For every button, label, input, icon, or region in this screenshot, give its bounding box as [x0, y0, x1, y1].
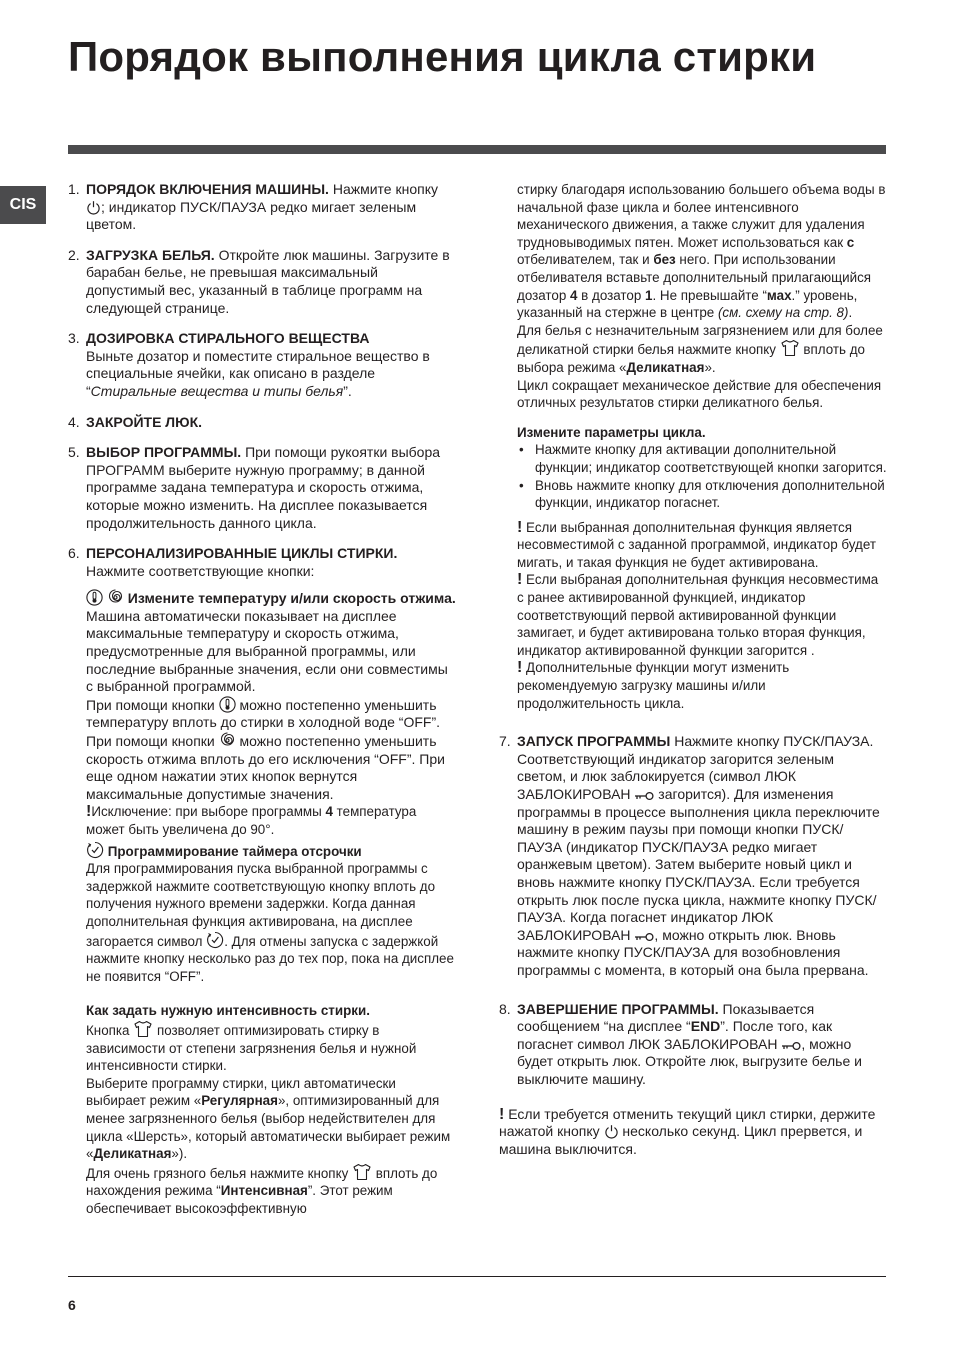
spacer [499, 412, 887, 424]
door-lock-key-icon [634, 790, 654, 802]
step-text: Показывается сообщением “на дисплее “ [517, 1000, 815, 1035]
page-number: 6 [68, 1297, 76, 1313]
paragraph: .” уровень, указанный на стержне в центре [517, 287, 858, 321]
spin-spiral-icon [107, 589, 124, 606]
paragraph: . Для отмены запуска с задержкой нажмите кнопку несколько раз до тех пор, пока на дисплее не появится “OFF”. [86, 933, 454, 984]
paragraph: в дозатор [577, 287, 646, 303]
paragraph: Для белья с незначительным загрязнением или для более деликатной стирки белья нажмите кнопку [517, 322, 883, 358]
warnings-section [499, 519, 887, 713]
warning-text: Дополнительные функции могут изменить рекомендуемую загрузку машины и/или продолжительность цикла. [517, 660, 790, 711]
diagram-reference: (см. схему на стр. 8) [717, 305, 849, 321]
list-text: Нажмите кнопку для активации дополнительной функции; индикатор соответствующей кнопки загорится. [535, 442, 887, 475]
mode-name: Интенсивная [220, 1183, 308, 1199]
paragraph: Выберите программу стирки, цикл автоматически выбирает режим « [86, 1075, 396, 1109]
exception-note: температура может быть увеличена до 90°. [86, 804, 417, 837]
exception-note: Исключение: при выборе программы [91, 804, 326, 820]
step-2 [68, 247, 456, 317]
step-number: 3. [68, 330, 80, 347]
subsection-heading: Измените температуру и/или скорость отжима. [127, 590, 456, 607]
intensity-section [68, 1002, 456, 1217]
list-text: Вновь нажмите кнопку для отключения дополнительной функции, индикатор погаснет. [535, 477, 885, 511]
step-heading: ЗАПУСК ПРОГРАММЫ [517, 733, 671, 750]
mode-name: Регулярная [201, 1093, 278, 1109]
mode-name: Деликатная [626, 359, 705, 375]
step-heading: ДОЗИРОВКА СТИРАЛЬНОГО ВЕЩЕСТВА [86, 330, 370, 347]
power-button-icon [86, 200, 101, 215]
emphasis: 1 [645, 287, 653, 303]
paragraph: вплоть до нахождения режима “ [86, 1165, 438, 1199]
spin-spiral-icon [219, 732, 236, 749]
cycle-params-section [499, 424, 887, 512]
step-heading: ВЫБОР ПРОГРАММЫ. [86, 444, 242, 461]
step-heading: ПЕРСОНАЛИЗИРОВАННЫЕ ЦИКЛЫ СТИРКИ. [86, 545, 398, 562]
step-3 [68, 330, 456, 400]
spacer [68, 985, 456, 1002]
page-title: Порядок выполнения цикла стирки [68, 33, 817, 80]
paragraph: позволяет оптимизировать стирку в зависимости от степени загрязнения белья и нужной интенсивности стирки. [86, 1022, 417, 1074]
subsection-heading: Как задать нужную интенсивность стирки. [86, 1003, 370, 1019]
paragraph: ”. Этот режим обеспечивает высокоэффективную [86, 1183, 393, 1216]
paragraph: Для очень грязного белья нажмите кнопку [86, 1165, 352, 1181]
shirt-intensity-icon [133, 1020, 153, 1038]
title-divider [68, 145, 886, 154]
step-text: ; индикатор ПУСК/ПАУЗА редко мигает зеленым цветом. [86, 198, 417, 233]
right-column [499, 181, 887, 1158]
paragraph: », оптимизированный для менее загрязненного белья (выбор недействителен для цикла «Шерсть», который автоматически выбирает режим « [86, 1093, 451, 1162]
paragraph: Для программирования пуска выбранной программы с задержкой нажмите соответствующую кнопку вплоть до получения нужного времени задержки. Когда данная дополнительная функция активирована, на дисплее загорается символ [86, 861, 436, 949]
emphasis: мах [766, 287, 792, 303]
door-lock-key-icon [781, 1040, 801, 1052]
temperature-spin-section [68, 589, 456, 838]
warning-icon: ! [499, 1105, 505, 1123]
warning-icon: ! [517, 518, 523, 536]
step-number: 4. [68, 413, 80, 430]
step-5 [68, 444, 456, 532]
emphasis: с [846, 234, 855, 250]
footer-divider [68, 1276, 886, 1277]
paragraph: можно постепенно уменьшить температуру вплоть до стирки в холодной воде “OFF”. При помощи кнопки [86, 696, 441, 750]
step-heading: ЗАВЕРШЕНИЕ ПРОГРАММЫ. [517, 1000, 719, 1017]
paragraph: . Не превышайте “ [652, 287, 767, 303]
paragraph: Цикл сокращает механическое действие для обеспечения отличных результатов стирки деликатного белья. [517, 377, 882, 411]
step-number: 7. [499, 733, 511, 750]
paragraph: При помощи кнопки [86, 696, 219, 713]
step-7 [499, 733, 887, 979]
step-text: Нажмите соответствующие кнопки: [86, 562, 315, 579]
note-text: Если требуется отменить текущий цикл стирки, держите нажатой кнопку [499, 1105, 876, 1140]
step-6 [68, 545, 456, 580]
paragraph: можно постепенно уменьшить скорость отжима вплоть до его исключения “OFF”. При еще одном нажатии этих кнопок вернутся максимальные допустимые значения. [86, 733, 445, 802]
step-number: 8. [499, 1000, 511, 1017]
emphasis: 4 [570, 287, 578, 303]
delay-timer-icon [86, 841, 104, 859]
intensity-continued [499, 181, 887, 412]
step-text: ”. [343, 382, 352, 399]
subsection-heading: Измените параметры цикла. [517, 424, 706, 440]
bullet: • [519, 477, 524, 493]
warning-text: Если выбраная дополнительная функция несовместима с ранее активированной функцией, индикатор соответствующий первой активированной функции замигает, и будет активирована только вторая функция, индикатор активированной функции загорится . [517, 572, 879, 658]
step-4 [68, 414, 456, 432]
paragraph: . [848, 305, 853, 321]
cancel-note [499, 1106, 887, 1159]
power-button-icon [604, 1124, 619, 1139]
step-number: 5. [68, 444, 80, 461]
program-number: 4 [325, 804, 333, 820]
step-text: Откройте люк машины. Загрузите в барабан белье, не превышая максимальный допустимый вес, указанный в таблице программ на следующей странице. [86, 246, 450, 316]
paragraph: Кнопка [86, 1022, 134, 1038]
step-text: , можно будет открыть люк. Откройте люк, выгрузите белье и выключите машину. [517, 1035, 862, 1087]
left-column [68, 181, 456, 1217]
delay-timer-icon [206, 931, 224, 949]
display-message: END [690, 1018, 721, 1035]
list-item [517, 477, 887, 512]
step-text: , можно открыть люк. Вновь нажмите кнопку ПУСК/ПАУЗА для возобновления программы с момента, в который она была прервана. [517, 926, 869, 978]
step-text: Выньте дозатор и поместите стиральное вещество в специальные ячейки, как описано в разделе “ [86, 347, 430, 399]
mode-name: Деликатная [93, 1146, 172, 1162]
note-text: несколько секунд. Цикл прервется, и машина выключится. [499, 1123, 863, 1157]
step-number: 6. [68, 545, 80, 562]
language-tab: CIS [0, 186, 46, 224]
section-reference: Стиральные вещества и типы белья [90, 382, 344, 399]
paragraph: Машина автоматически показывает на дисплее максимальные температуру и скорость отжима, предусмотренные для выбранной программы, или последние выбранные значения, если они совместимы с выбранной программой. [86, 607, 448, 695]
paragraph: вплоть до выбора режима « [517, 342, 865, 375]
warning-icon: ! [517, 659, 523, 677]
step-text: загорится). Для изменения программы в процессе выполнения цикла переключите машину в режим паузы при помощи кнопки ПУСК/ПАУЗА (индикатор ПУСК/ПАУЗА редко мигает оранжевым цветом). Затем выберите новый цикл и вновь нажмите кнопку ПУСК/ПАУЗА. Если требуется открыть люк после пуска цикла, нажмите кнопку ПУСК/ПАУЗА. Когда погаснет индикатор ЛЮК ЗАБЛОКИРОВАН [517, 786, 880, 943]
list-item [517, 441, 887, 476]
spacer [499, 712, 887, 733]
door-lock-key-icon [634, 931, 654, 943]
paragraph: стирку благодаря использованию большего объема воды в начальной фазе цикла и более интенсивного механического движения, а также служит для удаления трудновыводимых пятен. Может использоваться как [517, 182, 886, 250]
step-heading: ЗАКРОЙТЕ ЛЮК. [86, 413, 203, 430]
paragraph: ». [704, 359, 716, 375]
step-8 [499, 1001, 887, 1089]
step-heading: ПОРЯДОК ВКЛЮЧЕНИЯ МАШИНЫ. [86, 181, 329, 197]
emphasis: без [653, 252, 676, 268]
step-1 [68, 181, 456, 234]
step-text: При помощи рукоятки выбора ПРОГРАММ выберите нужную программу; в данной программе задана температура и скорость отжима, которые можно изменить. На дисплее показывается продолжительность данного цикла. [86, 444, 441, 531]
paragraph: него. При использовании отбеливателя вставьте дополнительный прилагающийся дозатор [517, 252, 872, 303]
shirt-intensity-icon [352, 1163, 372, 1181]
timer-section [68, 841, 456, 986]
warning-icon: ! [517, 571, 523, 589]
warning-text: Если выбранная дополнительная функция является несовместимой с заданной программой, индикатор будет мигать, и такая функция не будет активирована. [517, 519, 876, 570]
subsection-heading: Программирование таймера отсрочки [107, 843, 362, 859]
warning-icon: ! [86, 803, 92, 821]
step-text: Нажмите кнопку [328, 181, 438, 197]
step-heading: ЗАГРУЗКА БЕЛЬЯ. [86, 246, 215, 263]
thermometer-icon [219, 696, 236, 713]
bullet: • [519, 442, 524, 458]
paragraph: »). [171, 1146, 188, 1162]
step-text: ”. После того, как погаснет символ ЛЮК ЗАБЛОКИРОВАН [517, 1018, 833, 1052]
shirt-intensity-icon [780, 339, 800, 357]
thermometer-icon [86, 589, 103, 606]
step-text: Нажмите кнопку ПУСК/ПАУЗА. Соответствующий индикатор загорится зеленым светом, и люк заблокируется (символ ЛЮК ЗАБЛОКИРОВАН [517, 733, 874, 802]
step-number: 2. [68, 246, 80, 263]
paragraph: отбеливателем, так и [517, 252, 654, 268]
step-number: 1. [68, 181, 80, 197]
